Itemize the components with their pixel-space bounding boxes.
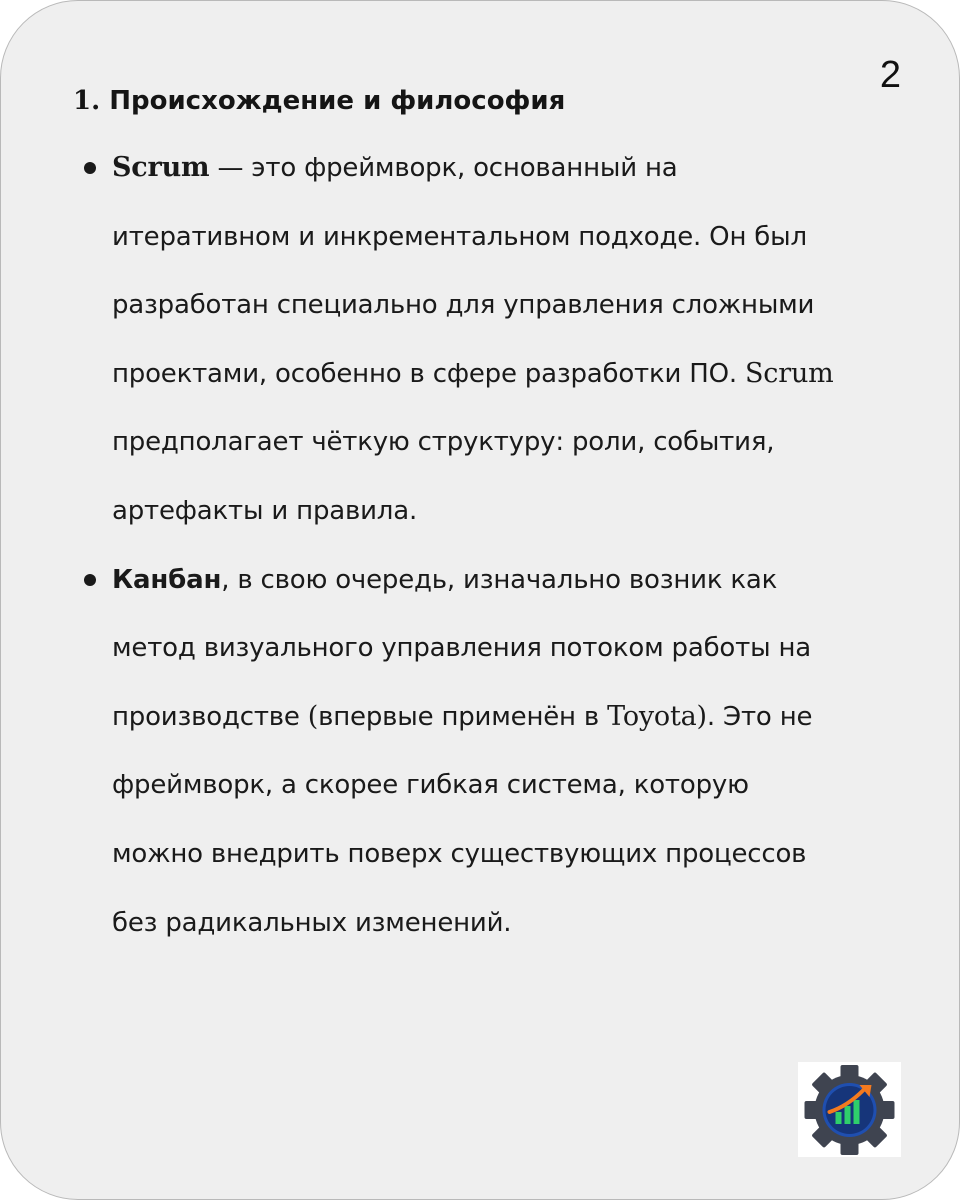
bullet-icon xyxy=(84,574,96,586)
bullet-text: — это фреймворк, основанный на итеративном и инкрементальном подходе. Он был разработан специально для управления сложными проектами, особенно в сфере разработки ПО. xyxy=(112,153,815,389)
paren-close: ) xyxy=(696,700,707,732)
bullet-item-kanban xyxy=(1,546,847,958)
bullet-list xyxy=(1,134,901,957)
section-title: Происхождение и философия xyxy=(109,86,566,116)
bullet-text: . Это не фреймворк, а скорее гибкая система, которую можно внедрить поверх существующих процессов без радикальных изменений. xyxy=(112,701,813,938)
bullet-text: впервые применён в xyxy=(318,701,608,732)
gear-growth-chart-logo-icon xyxy=(798,1062,901,1157)
bullet-item-scrum xyxy=(1,134,847,546)
brand-toyota: Toyota xyxy=(607,700,697,732)
section-heading xyxy=(73,81,565,121)
paren-open: ( xyxy=(307,700,319,732)
term-scrum-inline: Scrum xyxy=(745,357,834,389)
bullet-text: предполагает чёткую структуру: роли, события, артефакты и правила. xyxy=(112,427,775,526)
page-number: 2 xyxy=(879,54,901,96)
term-scrum: Scrum xyxy=(112,152,210,183)
section-number: 1. xyxy=(73,86,101,116)
bullet-icon xyxy=(84,162,96,174)
term-kanban: Канбан xyxy=(112,564,222,595)
bullet-text: , в свою очередь, изначально возник как метод визуального управления потоком работы на производстве xyxy=(112,564,812,732)
